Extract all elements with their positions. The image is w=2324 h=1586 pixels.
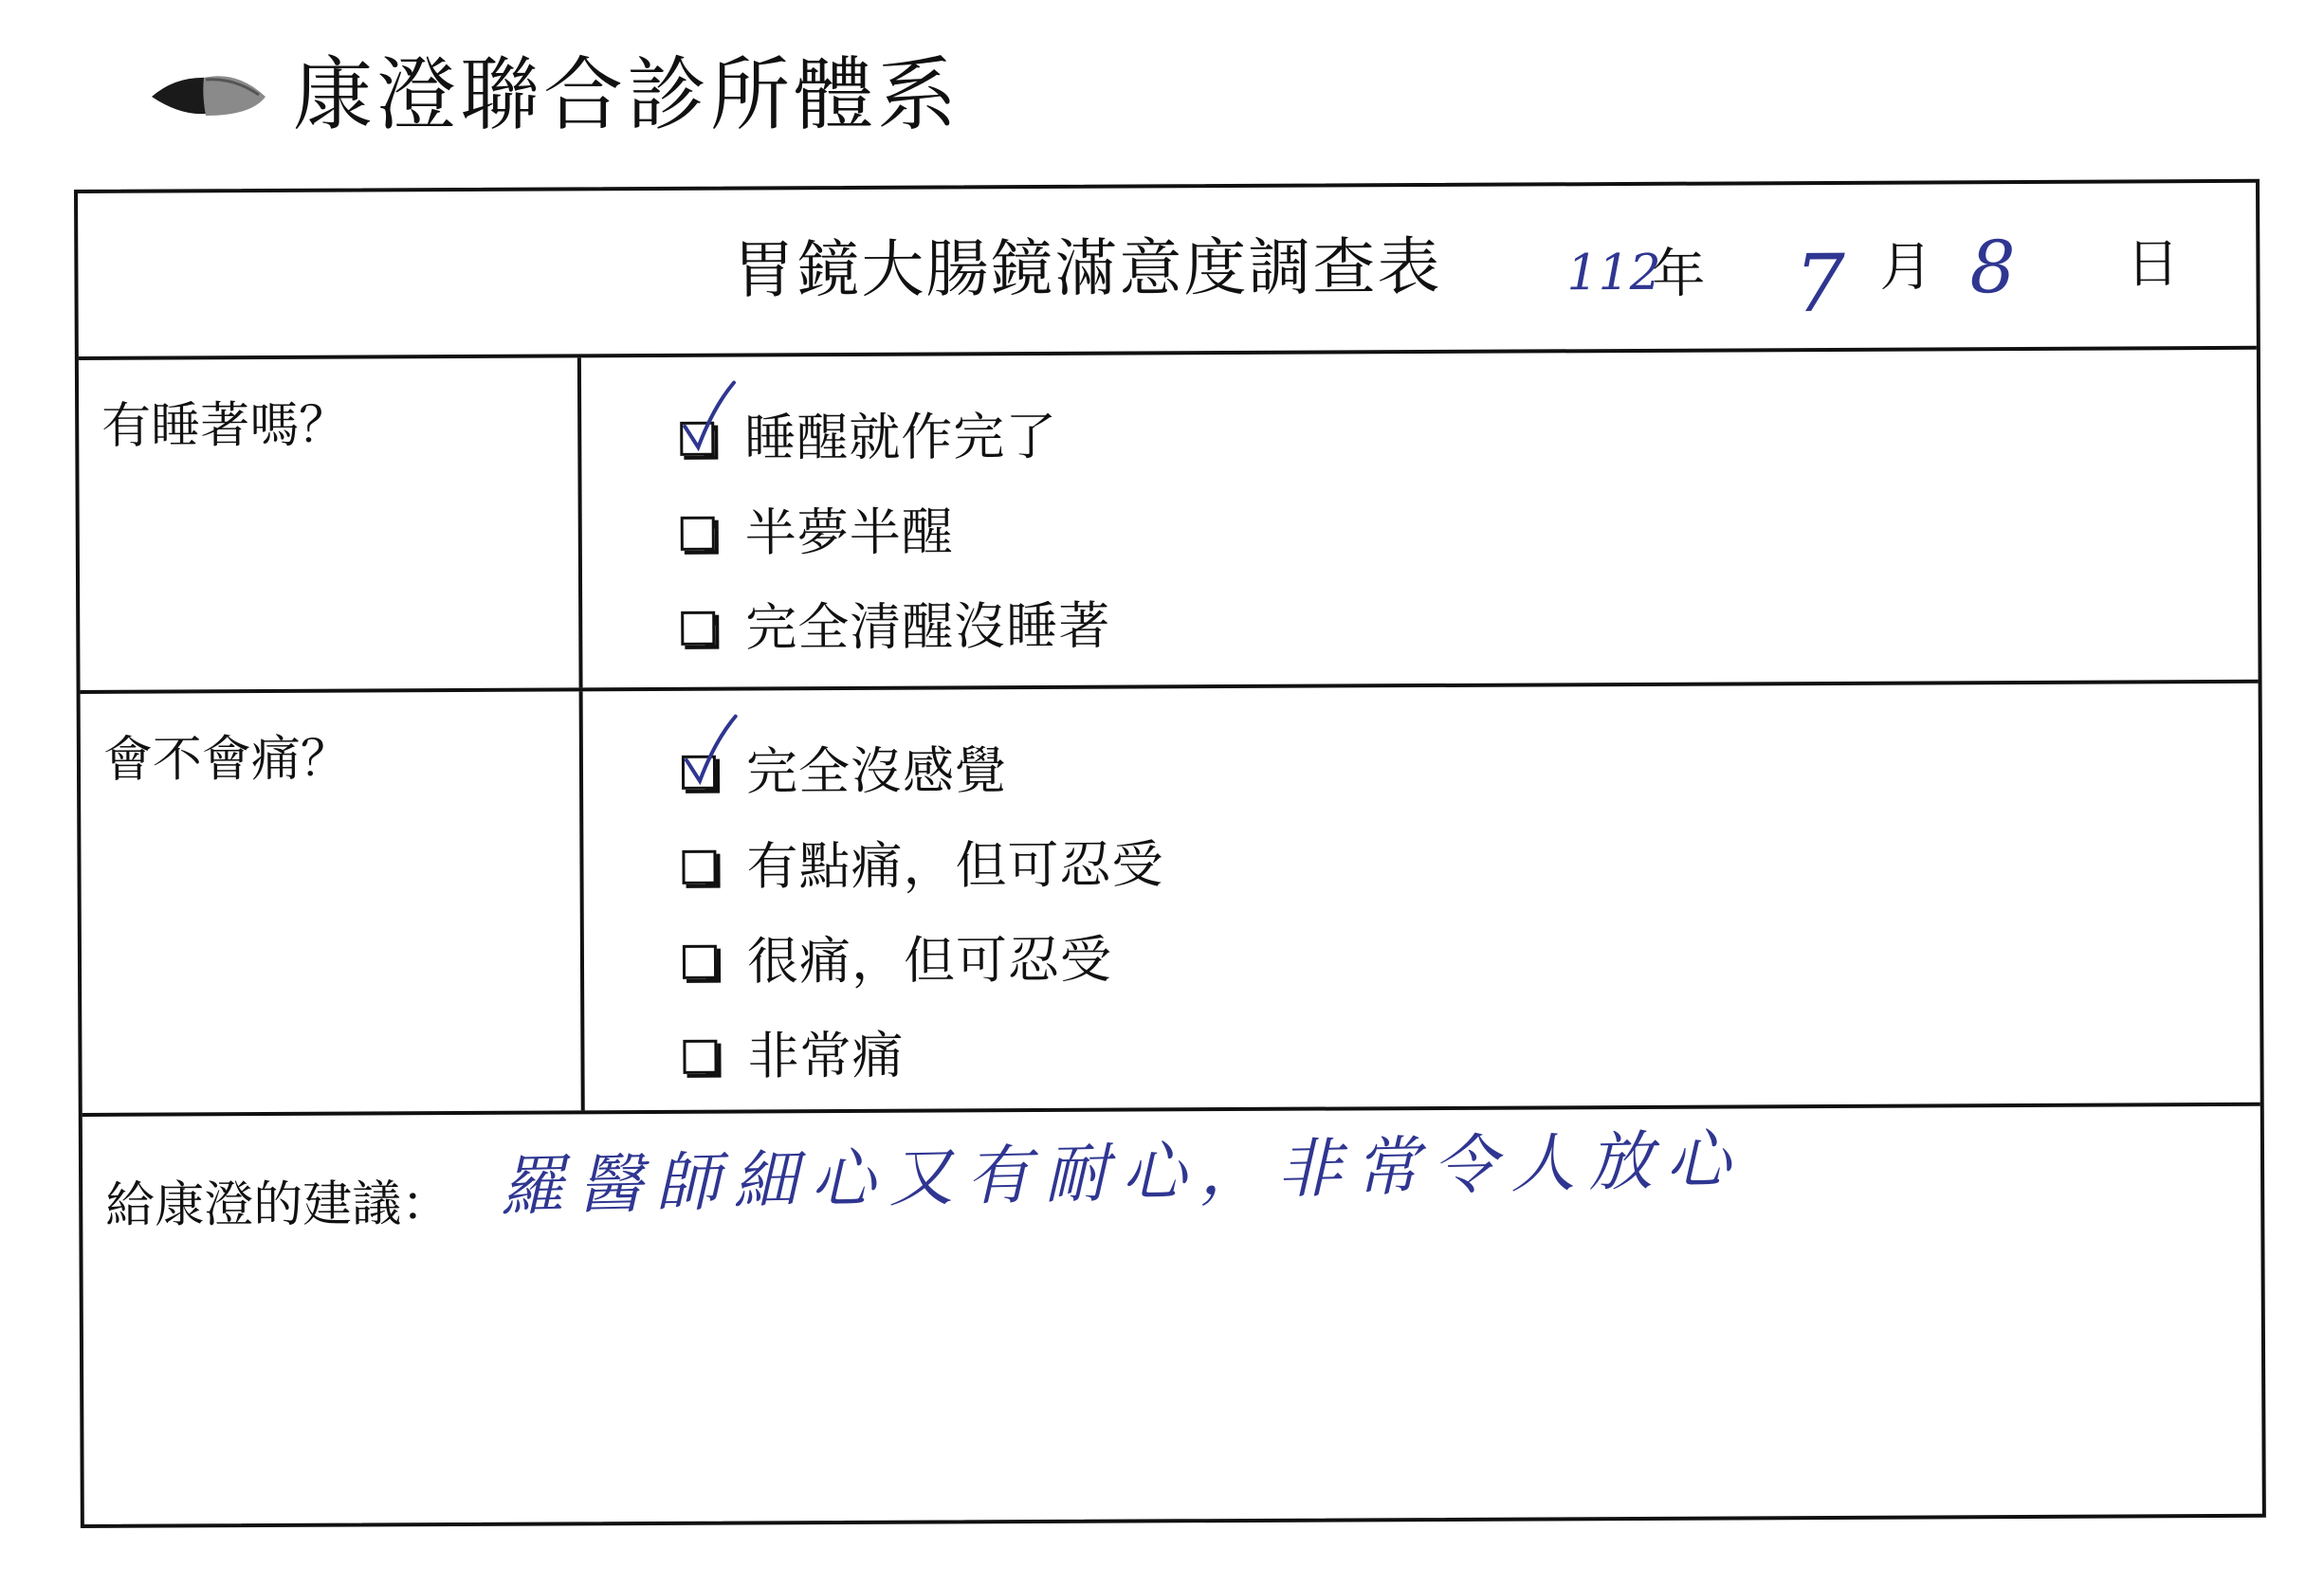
- option-pain-1[interactable]: [682, 722, 1163, 819]
- option-label: 很痛，但可忍受: [746, 929, 1113, 992]
- option-pain-3[interactable]: [683, 912, 1164, 1009]
- date-month-value: 7: [1794, 236, 1846, 331]
- form-title: 胃鏡大腸鏡滿意度調查表: [732, 229, 1442, 307]
- checkbox-unchecked[interactable]: [681, 611, 715, 646]
- checkbox-unchecked[interactable]: [682, 850, 716, 884]
- clinic-logo-icon: [147, 57, 270, 133]
- checkbox-checked[interactable]: [682, 756, 716, 790]
- options-sleep: [581, 355, 1111, 688]
- suggestion-handwritten-text[interactable]: 羅醫師細心又有耐心，非常令人放心: [499, 1121, 1745, 1226]
- date-month-unit: 月: [1879, 236, 1933, 299]
- options-pain: [583, 688, 1165, 1110]
- option-sleep-1[interactable]: [680, 390, 1109, 486]
- date-year-unit: 年: [1652, 243, 1706, 305]
- option-label: 有點痛，但可忍受: [746, 834, 1164, 897]
- suggestion-row: [82, 1106, 2262, 1532]
- option-label: 睡醒就作完了: [744, 406, 1058, 468]
- form-title-row: [78, 183, 2257, 360]
- option-label: 非常痛: [747, 1025, 905, 1086]
- option-pain-4[interactable]: [683, 1007, 1164, 1103]
- question-row-sleep: [79, 350, 2259, 694]
- option-sleep-2[interactable]: [681, 484, 1110, 581]
- question-row-pain: [81, 684, 2260, 1117]
- clinic-name: 康澄聯合診所體系: [293, 48, 961, 141]
- check-mark-icon: [681, 713, 741, 789]
- option-sleep-3[interactable]: [681, 579, 1110, 676]
- date-day-unit: 日: [2126, 233, 2180, 296]
- option-label: 完全沒感覺: [745, 740, 1008, 802]
- question-label-sleep: 有睡著嗎？: [79, 357, 583, 690]
- option-label: 完全清醒沒睡著: [745, 595, 1111, 658]
- clinic-header: [147, 43, 961, 147]
- survey-form: [74, 179, 2266, 1528]
- check-mark-icon: [679, 379, 740, 455]
- checkbox-checked[interactable]: [680, 422, 714, 456]
- option-label: 半夢半醒: [744, 501, 954, 563]
- date-day-value: 8: [1969, 224, 2016, 310]
- date-year-value: 112: [1566, 244, 1661, 302]
- suggestion-label: 給康澄的建議：: [105, 1176, 451, 1234]
- option-pain-2[interactable]: [682, 817, 1163, 914]
- question-label-pain: 會不會痛？: [81, 691, 585, 1113]
- checkbox-unchecked[interactable]: [683, 1040, 717, 1074]
- checkbox-unchecked[interactable]: [681, 517, 715, 551]
- checkbox-unchecked[interactable]: [683, 945, 717, 979]
